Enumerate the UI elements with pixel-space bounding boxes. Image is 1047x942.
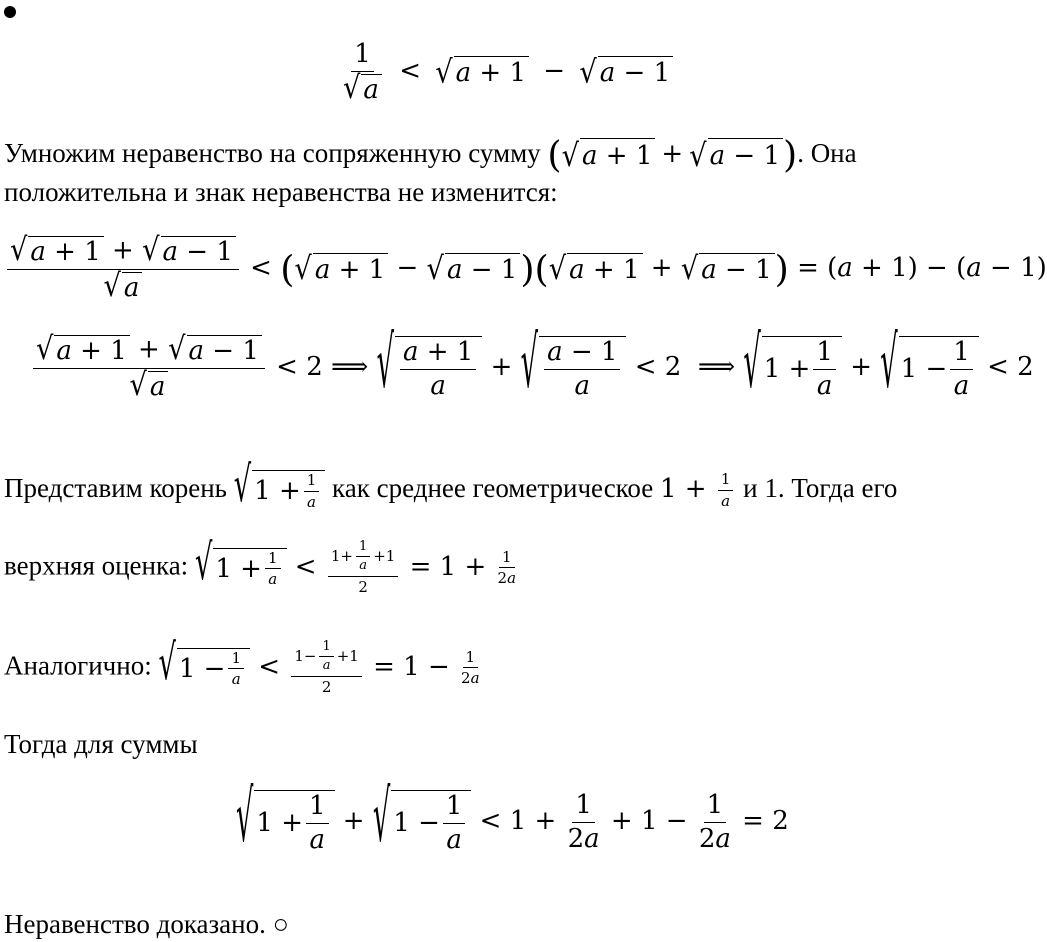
text-represent: Представим корень <box>4 473 227 503</box>
text-positive: положительна и знак неравенства не изменится: <box>4 177 558 207</box>
equation-final: √ 1 + $\frac{1}{a}$ + √ 1 − $\frac{1}{a}$ < 1 + $\frac{1}{2a}$ + 1 − $\frac{1}{2a}$ = 2 <box>236 778 789 859</box>
text-geometric: как среднее геометрическое <box>332 473 654 503</box>
text-ona: . Она <box>797 138 857 168</box>
paragraph-geometric: Представим корень √ 1 + $\frac{1}{a}$ как среднее геометрическое 1 + $\frac{1}{a}$ и 1. Тогда его <box>4 457 898 514</box>
text-conclusion: Неравенство доказано. ○ <box>4 909 289 939</box>
equation-chain: √ a + 1 + √ a − 1 √ a < 2 ⟹ √ $\frac{a + 1}{a}$ + √ $\frac{a - 1}{a}$ < 2 ⟹ √ 1 + $\frac{1}{a}$ + √ 1 − $\frac{1}{a}$ < 2 <box>30 335 1034 401</box>
text-then: и 1. Тогда его <box>743 473 898 503</box>
text-upper-bound: верхняя оценка: <box>4 550 189 581</box>
text-then-sum: Тогда для суммы <box>4 729 198 759</box>
paragraph-upper-bound: верхняя оценка: √ 1 + $\frac{1}{a}$ < 1+ $\frac{1}{a}$ +1 2 = 1 + $\frac{1}{2a}$ <box>4 534 517 596</box>
text-analogous: Аналогично: <box>4 650 152 681</box>
bullet-point <box>4 6 16 18</box>
paragraph-analogous: Аналогично: √ 1 − $\frac{1}{a}$ < 1− $\frac{1}{a}$ +1 2 = 1 − $\frac{1}{2a}$ <box>4 634 480 696</box>
equation-initial: 1 √ a < √ a + 1 − √ a − 1 <box>340 40 673 104</box>
conjugate-sum: ( √ a + 1 + √ a − 1 ) <box>547 133 798 176</box>
equation-conjugate: √ a + 1 + √ a − 1 √ a < ( √ a + 1 − √ a − 1 )( √ a + 1 + √ a − 1 ) = (a + 1) − (a − 1) <box>4 236 1047 302</box>
paragraph-multiply <box>4 133 857 176</box>
text-multiply: Умножим неравенство на сопряженную сумму <box>4 138 541 168</box>
